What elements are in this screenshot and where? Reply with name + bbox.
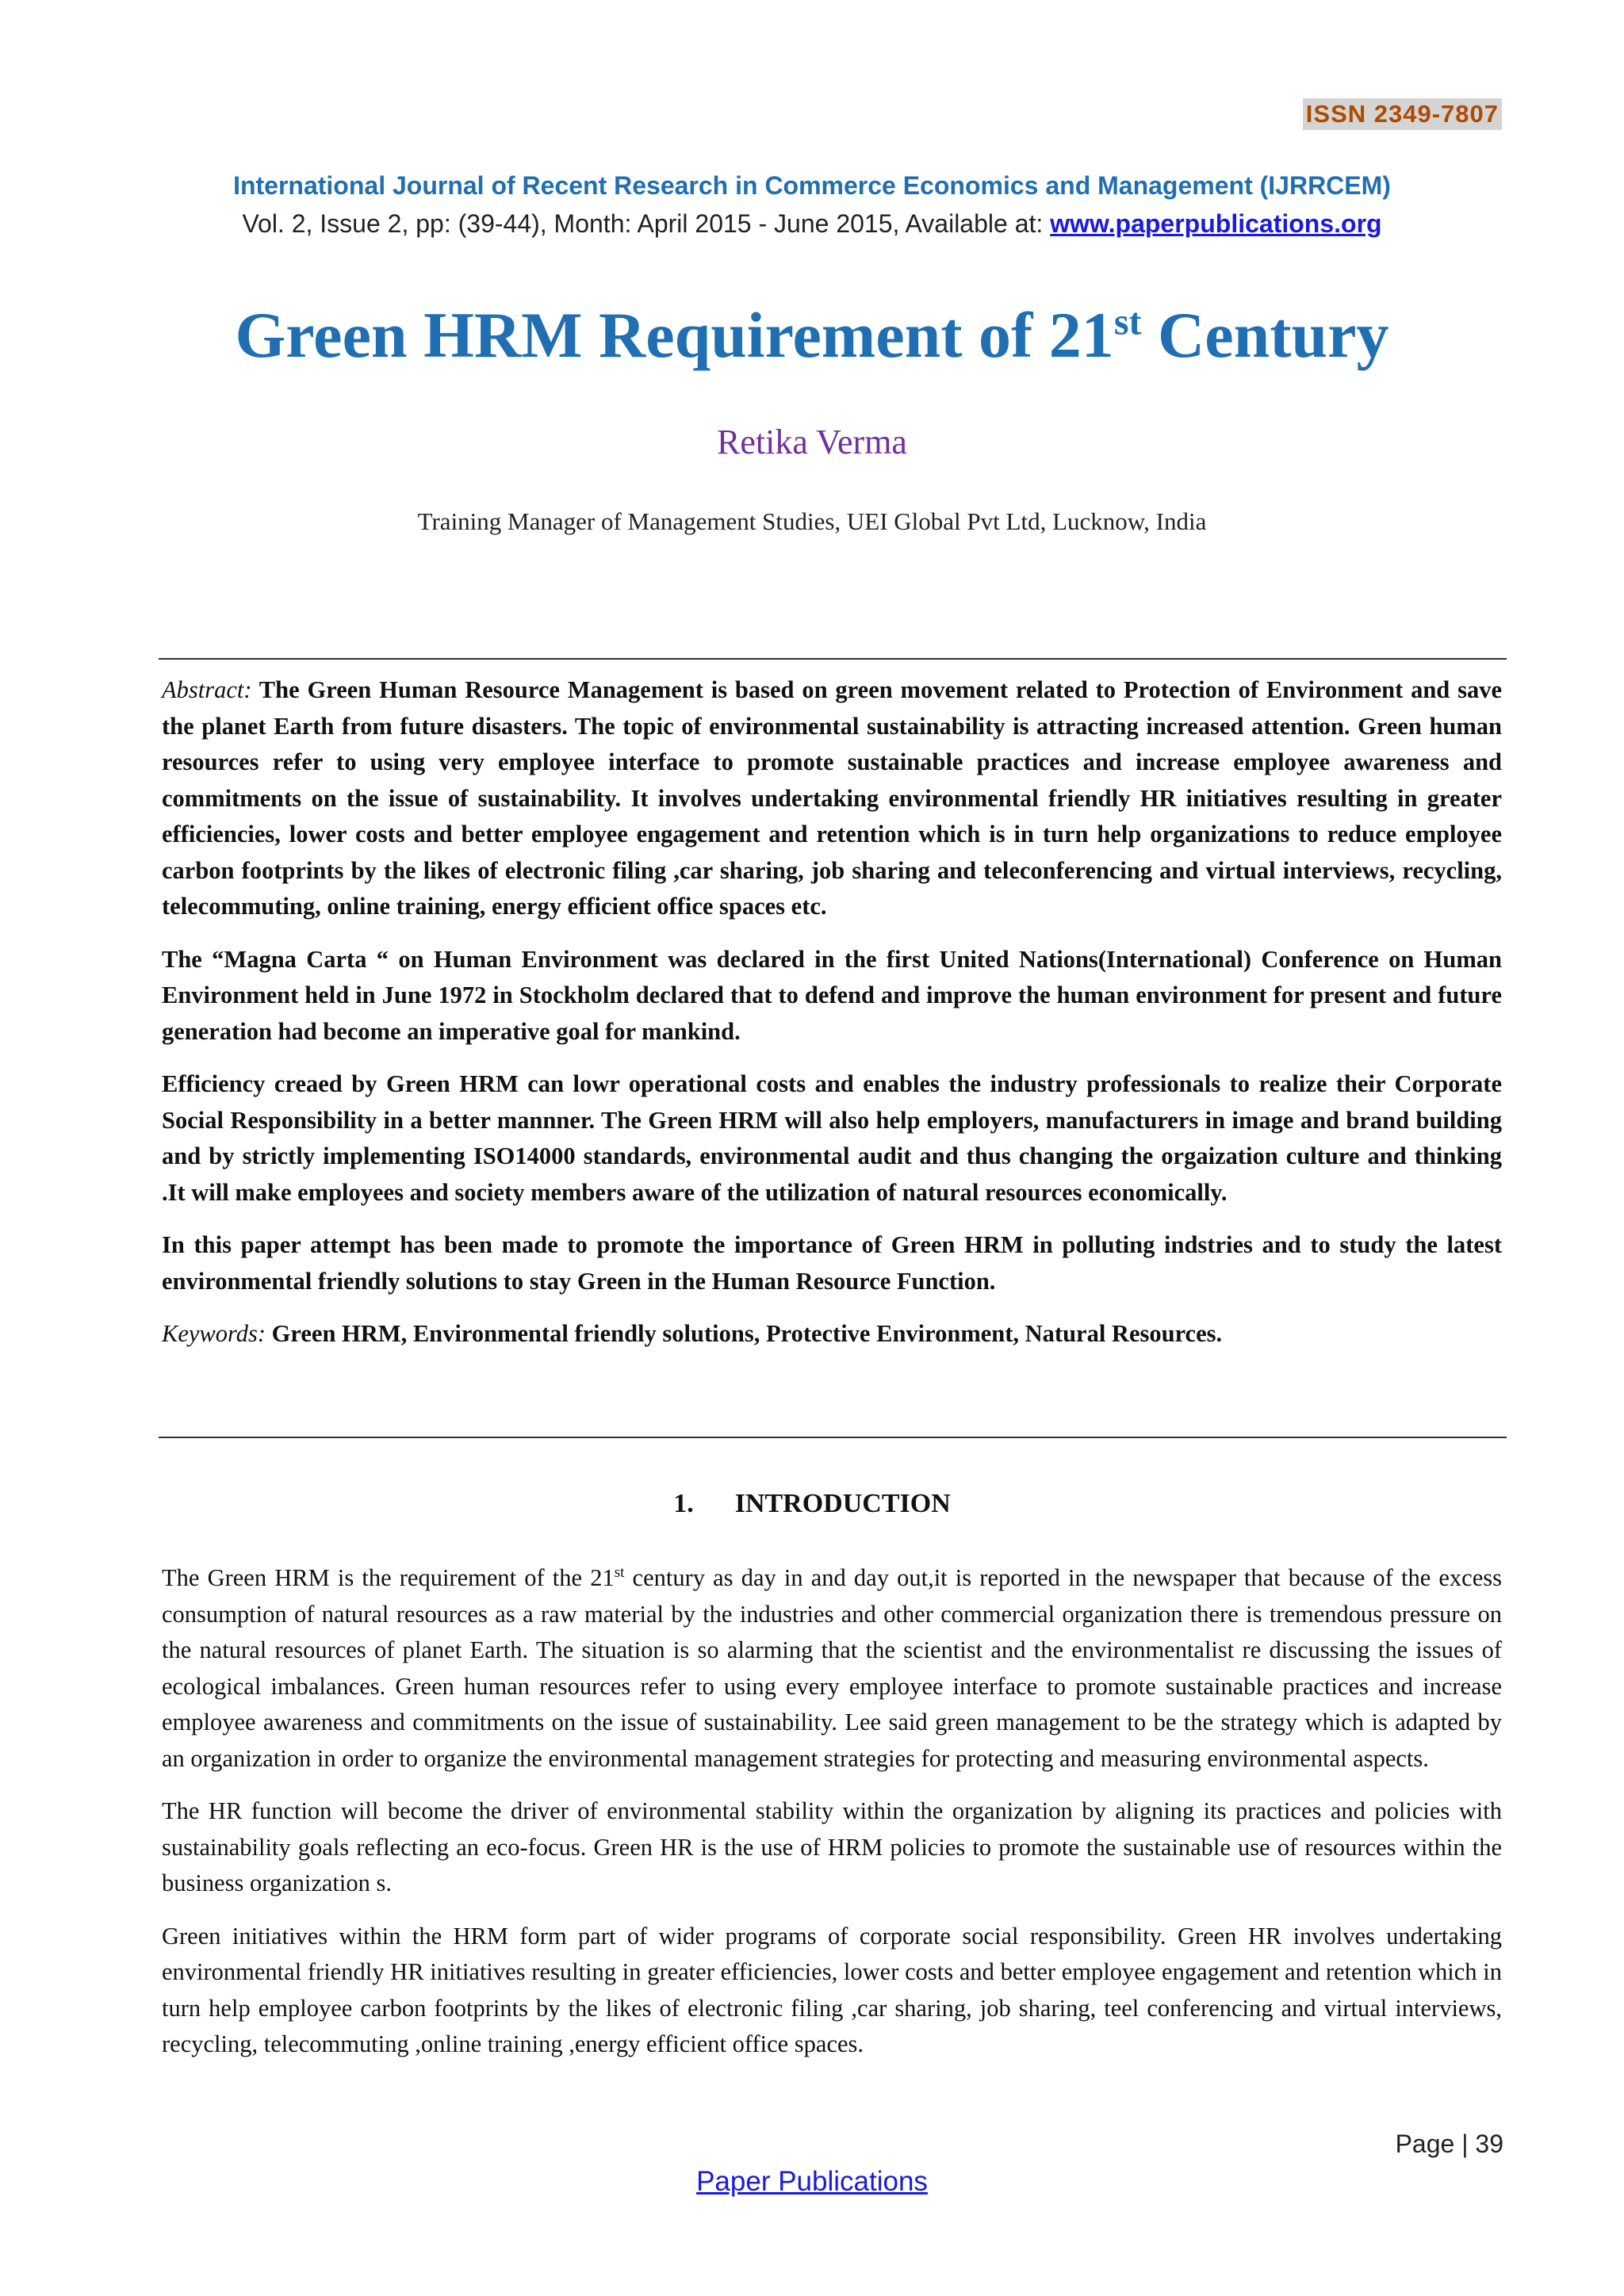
abstract-section bbox=[162, 672, 1502, 1369]
intro-paragraph-3: Green initiatives within the HRM form part of wider programs of corporate social responsibility. Green HR involves undertaking environmental friendly HR initiatives resulting in greater efficiencies, lower costs and better employee engagement and retention which in turn help employee carbon footprints by the likes of electronic filing ,car sharing, job sharing, teel conferencing and virtual interviews, recycling, telecommuting ,online training ,energy efficient office spaces. bbox=[162, 1922, 1502, 2057]
volume-line bbox=[0, 209, 1624, 239]
introduction-body bbox=[162, 1560, 1502, 2080]
publisher-link[interactable]: Paper Publications bbox=[696, 2166, 928, 2197]
bottom-divider bbox=[159, 1437, 1507, 1438]
abstract-text-1: The Green Human Resource Management is based on green movement related to Protection of Environment and save the planet Earth from future disasters. The topic of environmental sustainability is attracting increased attention. Green human resources refer to using very employee interface to promote sustainable practices and increase employee awareness and commitments on the issue of sustainability. It involves undertaking environmental friendly HR initiatives resulting in greater efficiencies, lower costs and better employee engagement and retention which is in turn help organizations to reduce employee carbon footprints by the likes of electronic filing ,car sharing, job sharing and teleconferencing and virtual interviews, recycling, telecommuting, online training, energy efficient office spaces etc. bbox=[162, 676, 1502, 920]
section-number: 1. bbox=[673, 1489, 694, 1518]
title-end: Century bbox=[1141, 299, 1389, 371]
keywords-label: Keywords: bbox=[162, 1320, 266, 1347]
author-name: Retika Verma bbox=[717, 423, 907, 461]
website-link[interactable]: www.paperpublications.org bbox=[1050, 209, 1382, 238]
intro-p1-rest: century as day in and day out,it is reported in the newspaper that because of the excess consumption of natural resources as a raw material by the industries and other commercial organization there is tremendous pressure on the natural resources of planet Earth. The situation is so alarming that the scientist and the environmentalist re discussing the issues of ecological imbalances. Green human resources refer to using every employee interface to promote sustainable practices and increase employee awareness and commitments on the issue of sustainability. Lee said green management to be the strategy which is adapted by an organization in order to organize the environmental management strategies for protecting and measuring environmental aspects. bbox=[162, 1564, 1502, 1772]
journal-name: International Journal of Recent Research in Commerce Economics and Management (IJRRCEM) bbox=[233, 171, 1391, 200]
abstract-paragraph-4: In this paper attempt has been made to promote the importance of Green HRM in polluting indstries and to study the latest environmental friendly solutions to stay Green in the Human Resource Function. bbox=[162, 1231, 1502, 1295]
abstract-paragraph-3: Efficiency creaed by Green HRM can lowr operational costs and enables the industry professionals to realize their Corporate Social Responsibility in a better mannner. The Green HRM will also help employers, manufacturers in image and brand building and by strictly implementing ISO14000 standards, environmental audit and thus changing the orgaization culture and thinking .It will make employees and society members aware of the utilization of natural resources economically. bbox=[162, 1070, 1502, 1206]
issn-badge: ISSN 2349-7807 bbox=[1303, 98, 1502, 130]
top-divider bbox=[159, 658, 1507, 660]
intro-p1-superscript: st bbox=[614, 1563, 625, 1581]
abstract-paragraph-2: The “Magna Carta “ on Human Environment was declared in the first United Nations(International) Conference on Human Environment held in June 1972 in Stockholm declared that to defend and improve the human environment for present and future generation had become an imperative goal for mankind. bbox=[162, 945, 1502, 1045]
abstract-label: Abstract: bbox=[162, 676, 252, 703]
title-main: Green HRM Requirement of 21 bbox=[235, 299, 1114, 371]
abstract-paragraph-1 bbox=[162, 672, 1502, 925]
section-title: INTRODUCTION bbox=[734, 1489, 951, 1518]
intro-paragraph-1 bbox=[162, 1560, 1502, 1777]
title-superscript: st bbox=[1113, 300, 1142, 343]
page-number: Page | 39 bbox=[1395, 2130, 1503, 2158]
volume-text: Vol. 2, Issue 2, pp: (39-44), Month: April 2015 - June 2015, Available at: bbox=[242, 209, 1051, 238]
keywords-text: Green HRM, Environmental friendly solutions, Protective Environment, Natural Resources. bbox=[266, 1320, 1223, 1347]
section-heading-introduction bbox=[0, 1489, 1624, 1519]
intro-paragraph-2: The HR function will become the driver of environmental stability within the organization by aligning its practices and policies with sustainability goals reflecting an eco-focus. Green HR is the use of HRM policies to promote the sustainable use of resources within the business organization s. bbox=[162, 1797, 1502, 1896]
keywords-line bbox=[162, 1316, 1502, 1353]
author-affiliation: Training Manager of Management Studies, UEI Global Pvt Ltd, Lucknow, India bbox=[417, 507, 1207, 535]
paper-title bbox=[0, 300, 1624, 371]
intro-p1-start: The Green HRM is the requirement of the 21 bbox=[162, 1564, 615, 1591]
